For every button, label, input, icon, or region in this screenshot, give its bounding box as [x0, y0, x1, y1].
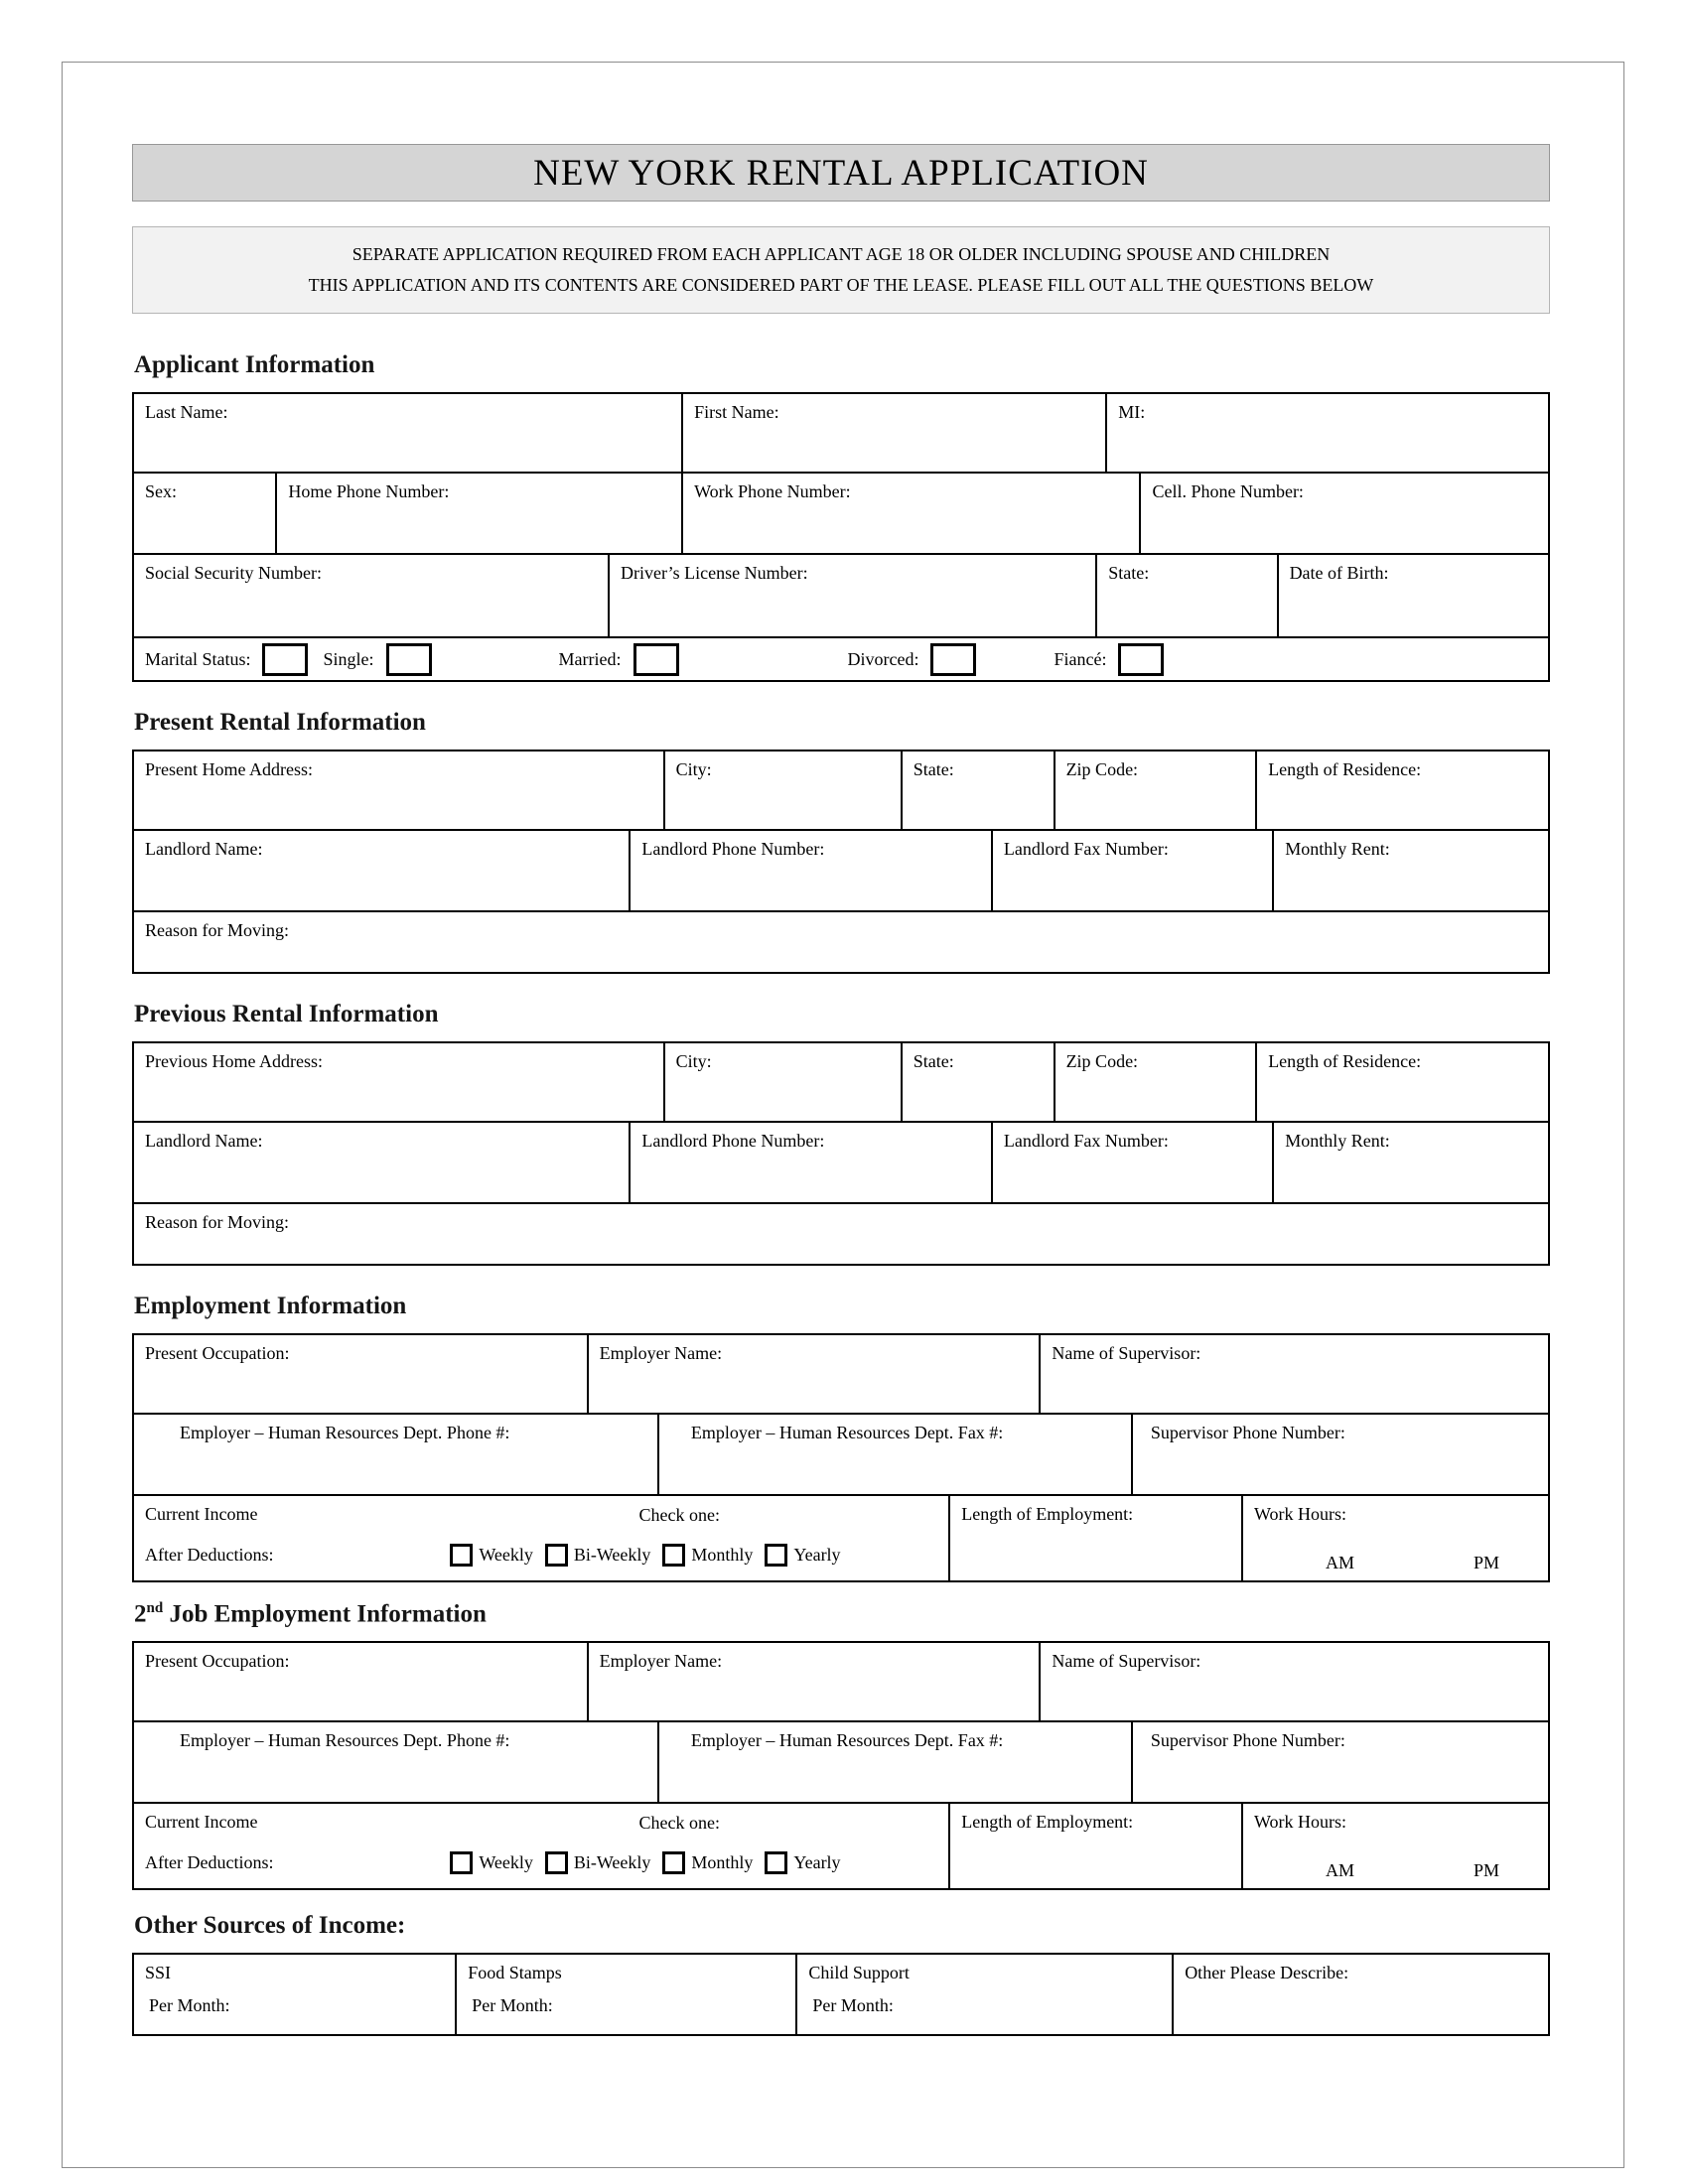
second-job-row-3	[134, 1802, 1548, 1888]
secondjob-weekly-checkbox[interactable]	[450, 1851, 473, 1874]
employment-employer-name-field[interactable]	[587, 1335, 1040, 1413]
present-landlord-name-label: Landlord Name:	[145, 839, 263, 859]
drivers-license-field[interactable]	[608, 555, 1095, 636]
secondjob-current-income-label: Current Income	[145, 1812, 258, 1833]
second-job-heading-rest: Job Employment Information	[163, 1600, 487, 1628]
secondjob-length-field[interactable]	[948, 1804, 1241, 1888]
secondjob-employer-name-label: Employer Name:	[599, 1651, 723, 1672]
employment-yearly-label: Yearly	[793, 1545, 841, 1565]
dob-field[interactable]	[1277, 555, 1548, 636]
second-job-heading-num: 2	[134, 1600, 147, 1628]
present-zip-field[interactable]	[1054, 751, 1256, 829]
section-heading-other-income: Other Sources of Income:	[134, 1912, 406, 1940]
present-rental-row-1	[134, 751, 1548, 829]
ssi-per-month-label: Per Month:	[149, 1995, 230, 2016]
document-page	[62, 62, 1624, 2168]
secondjob-check-one-label: Check one:	[638, 1813, 721, 1834]
employment-monthly-label: Monthly	[691, 1545, 754, 1565]
secondjob-supervisor-label: Name of Supervisor:	[1052, 1651, 1201, 1672]
employment-row-2	[134, 1413, 1548, 1494]
secondjob-biweekly-checkbox[interactable]	[545, 1851, 568, 1874]
secondjob-occupation-field[interactable]	[134, 1643, 587, 1720]
previous-reason-label: Reason for Moving:	[145, 1212, 289, 1232]
present-rental-row-2	[134, 829, 1548, 910]
sex-label: Sex:	[145, 481, 178, 501]
ssn-field[interactable]	[134, 555, 608, 636]
present-landlord-name-field[interactable]	[134, 831, 629, 910]
secondjob-hr-fax-label: Employer – Human Resources Dept. Fax #:	[690, 1730, 1004, 1751]
secondjob-yearly-checkbox[interactable]	[765, 1851, 787, 1874]
food-stamps-per-month-label: Per Month:	[472, 1995, 553, 2016]
employment-am-label: AM	[1325, 1553, 1354, 1572]
present-monthly-rent-field[interactable]	[1272, 831, 1548, 910]
previous-zip-label: Zip Code:	[1065, 1051, 1139, 1071]
ssn-label: Social Security Number:	[145, 563, 322, 583]
previous-rental-table	[132, 1041, 1550, 1266]
food-stamps-field[interactable]	[455, 1955, 795, 2034]
work-phone-field[interactable]	[681, 474, 1139, 553]
other-income-row	[134, 1955, 1548, 2034]
secondjob-biweekly-label: Bi-Weekly	[573, 1852, 651, 1873]
single-checkbox[interactable]	[386, 643, 432, 676]
previous-length-field[interactable]	[1255, 1043, 1548, 1121]
second-job-table	[132, 1641, 1550, 1890]
secondjob-length-label: Length of Employment:	[961, 1812, 1134, 1833]
employment-check-one-label: Check one:	[638, 1505, 721, 1525]
title-bar	[132, 144, 1550, 202]
secondjob-supervisor-field[interactable]	[1039, 1643, 1548, 1720]
present-reason-label: Reason for Moving:	[145, 920, 289, 940]
employment-after-deductions-label: After Deductions:	[145, 1545, 274, 1565]
document-content	[132, 144, 1550, 2036]
employment-supervisor-phone-label: Supervisor Phone Number:	[1150, 1423, 1345, 1442]
page-title: NEW YORK RENTAL APPLICATION	[533, 152, 1149, 194]
previous-reason-field[interactable]	[134, 1204, 1548, 1264]
present-landlord-fax-field[interactable]	[991, 831, 1272, 910]
secondjob-income-field[interactable]	[134, 1804, 948, 1888]
present-length-label: Length of Residence:	[1268, 759, 1422, 779]
employment-pm-label: PM	[1473, 1553, 1499, 1572]
second-job-row-2	[134, 1720, 1548, 1802]
employment-weekly-label: Weekly	[479, 1545, 533, 1565]
secondjob-yearly-label: Yearly	[793, 1852, 841, 1873]
work-phone-label: Work Phone Number:	[694, 481, 851, 501]
state-field[interactable]	[1095, 555, 1276, 636]
employment-supervisor-phone-field[interactable]	[1131, 1415, 1548, 1494]
secondjob-monthly-label: Monthly	[691, 1852, 754, 1873]
present-rental-row-3	[134, 910, 1548, 972]
other-describe-field[interactable]	[1172, 1955, 1548, 2034]
present-city-field[interactable]	[663, 751, 901, 829]
present-city-label: City:	[675, 759, 712, 779]
present-monthly-rent-label: Monthly Rent:	[1285, 839, 1390, 859]
ssi-label: SSI	[145, 1963, 172, 1983]
employment-hr-fax-field[interactable]	[657, 1415, 1131, 1494]
secondjob-hr-phone-field[interactable]	[134, 1722, 657, 1802]
previous-landlord-name-label: Landlord Name:	[145, 1131, 263, 1151]
divorced-checkbox[interactable]	[930, 643, 976, 676]
previous-address-label: Previous Home Address:	[145, 1051, 323, 1071]
divorced-label: Divorced:	[847, 648, 919, 669]
employment-row-1	[134, 1335, 1548, 1413]
applicant-row-1	[134, 394, 1548, 472]
employment-work-hours-field[interactable]	[1241, 1496, 1548, 1580]
employment-hr-phone-label: Employer – Human Resources Dept. Phone #:	[180, 1423, 510, 1442]
previous-landlord-fax-field[interactable]	[991, 1123, 1272, 1202]
notice-line1: SEPARATE APPLICATION REQUIRED FROM EACH APPLICANT AGE 18 OR OLDER INCLUDING SPOUSE AND CHILDREN	[352, 244, 1331, 264]
fiance-checkbox[interactable]	[1118, 643, 1164, 676]
applicant-row-3	[134, 553, 1548, 636]
sex-field[interactable]	[134, 474, 275, 553]
present-state-field[interactable]	[901, 751, 1054, 829]
previous-rental-row-1	[134, 1043, 1548, 1121]
home-phone-field[interactable]	[275, 474, 681, 553]
secondjob-pm-label: PM	[1473, 1860, 1499, 1881]
secondjob-after-deductions-label: After Deductions:	[145, 1852, 274, 1873]
mi-label: MI:	[1118, 402, 1146, 422]
previous-state-label: State:	[913, 1051, 954, 1071]
cell-phone-field[interactable]	[1139, 474, 1548, 553]
present-zip-label: Zip Code:	[1065, 759, 1139, 779]
employment-table	[132, 1333, 1550, 1582]
applicant-row-2	[134, 472, 1548, 553]
section-heading-previous-rental: Previous Rental Information	[134, 1001, 439, 1027]
previous-city-field[interactable]	[663, 1043, 901, 1121]
marital-status-checkbox[interactable]	[262, 643, 308, 676]
married-checkbox[interactable]	[633, 643, 679, 676]
employment-income-field[interactable]	[134, 1496, 948, 1580]
previous-landlord-phone-field[interactable]	[629, 1123, 991, 1202]
food-stamps-label: Food Stamps	[468, 1963, 562, 1983]
notice-box	[132, 226, 1550, 314]
marital-status-row	[134, 636, 1548, 680]
present-rental-table	[132, 750, 1550, 974]
mi-field[interactable]	[1105, 394, 1548, 472]
previous-landlord-fax-label: Landlord Fax Number:	[1003, 1131, 1169, 1151]
previous-rental-row-3	[134, 1202, 1548, 1264]
employment-length-label: Length of Employment:	[961, 1504, 1134, 1524]
employment-occupation-label: Present Occupation:	[145, 1343, 290, 1363]
employment-length-field[interactable]	[948, 1496, 1241, 1580]
previous-rental-row-2	[134, 1121, 1548, 1202]
present-reason-field[interactable]	[134, 912, 1548, 972]
present-length-field[interactable]	[1255, 751, 1548, 829]
child-support-field[interactable]	[795, 1955, 1172, 2034]
section-heading-second-job	[134, 1600, 1550, 1628]
previous-monthly-rent-field[interactable]	[1272, 1123, 1548, 1202]
section-heading-employment: Employment Information	[134, 1293, 407, 1319]
applicant-table	[132, 392, 1550, 682]
present-address-label: Present Home Address:	[145, 759, 313, 779]
secondjob-supervisor-phone-label: Supervisor Phone Number:	[1150, 1730, 1345, 1751]
previous-monthly-rent-label: Monthly Rent:	[1285, 1131, 1390, 1151]
notice-line2: THIS APPLICATION AND ITS CONTENTS ARE CONSIDERED PART OF THE LEASE. PLEASE FILL OUT ALL THE QUESTIONS BELOW	[308, 275, 1374, 295]
cell-phone-label: Cell. Phone Number:	[1152, 481, 1304, 501]
home-phone-label: Home Phone Number:	[288, 481, 450, 501]
last-name-field[interactable]	[134, 394, 681, 472]
employment-supervisor-label: Name of Supervisor:	[1052, 1343, 1201, 1363]
second-job-row-1	[134, 1643, 1548, 1720]
previous-city-label: City:	[675, 1051, 712, 1071]
employment-hr-fax-label: Employer – Human Resources Dept. Fax #:	[690, 1423, 1004, 1442]
employment-occupation-field[interactable]	[134, 1335, 587, 1413]
present-landlord-phone-field[interactable]	[629, 831, 991, 910]
employment-biweekly-label: Bi-Weekly	[573, 1545, 651, 1565]
secondjob-employer-name-field[interactable]	[587, 1643, 1040, 1720]
child-support-label: Child Support	[808, 1963, 910, 1983]
section-heading-applicant: Applicant Information	[134, 351, 375, 378]
secondjob-monthly-checkbox[interactable]	[662, 1851, 685, 1874]
previous-zip-field[interactable]	[1054, 1043, 1256, 1121]
previous-state-field[interactable]	[901, 1043, 1054, 1121]
last-name-label: Last Name:	[145, 402, 228, 422]
previous-address-field[interactable]	[134, 1043, 663, 1121]
employment-row-3	[134, 1494, 1548, 1580]
employment-current-income-label: Current Income	[145, 1504, 258, 1524]
secondjob-hr-fax-field[interactable]	[657, 1722, 1131, 1802]
other-describe-label: Other Please Describe:	[1185, 1963, 1349, 1983]
first-name-label: First Name:	[694, 402, 779, 422]
employment-hr-phone-field[interactable]	[134, 1415, 657, 1494]
present-address-field[interactable]	[134, 751, 663, 829]
secondjob-am-label: AM	[1325, 1860, 1354, 1881]
section-heading-present-rental: Present Rental Information	[134, 709, 426, 736]
present-landlord-phone-label: Landlord Phone Number:	[641, 839, 825, 859]
child-support-per-month-label: Per Month:	[812, 1995, 894, 2016]
dob-label: Date of Birth:	[1289, 563, 1389, 583]
secondjob-supervisor-phone-field[interactable]	[1131, 1722, 1548, 1802]
secondjob-occupation-label: Present Occupation:	[145, 1651, 290, 1672]
secondjob-weekly-label: Weekly	[479, 1852, 533, 1873]
employment-yearly-checkbox[interactable]	[765, 1544, 787, 1567]
other-income-table	[132, 1953, 1550, 2036]
state-label: State:	[1108, 563, 1150, 583]
drivers-license-label: Driver’s License Number:	[621, 563, 808, 583]
employment-weekly-checkbox[interactable]	[450, 1544, 473, 1567]
previous-landlord-name-field[interactable]	[134, 1123, 629, 1202]
first-name-field[interactable]	[681, 394, 1105, 472]
employment-work-hours-label: Work Hours:	[1253, 1504, 1347, 1524]
employment-employer-name-label: Employer Name:	[599, 1343, 723, 1363]
employment-supervisor-field[interactable]	[1039, 1335, 1548, 1413]
marital-status-label: Marital Status:	[145, 648, 251, 669]
second-job-heading-sup: nd	[146, 1600, 164, 1616]
married-label: Married:	[558, 648, 622, 669]
present-state-label: State:	[913, 759, 954, 779]
secondjob-work-hours-label: Work Hours:	[1253, 1812, 1347, 1833]
employment-biweekly-checkbox[interactable]	[545, 1544, 568, 1567]
single-label: Single:	[323, 648, 374, 669]
secondjob-work-hours-field[interactable]	[1241, 1804, 1548, 1888]
employment-monthly-checkbox[interactable]	[662, 1544, 685, 1567]
secondjob-hr-phone-label: Employer – Human Resources Dept. Phone #:	[180, 1730, 510, 1751]
fiance-label: Fiancé:	[1054, 648, 1107, 669]
present-landlord-fax-label: Landlord Fax Number:	[1003, 839, 1169, 859]
previous-length-label: Length of Residence:	[1268, 1051, 1422, 1071]
previous-landlord-phone-label: Landlord Phone Number:	[641, 1131, 825, 1151]
ssi-field[interactable]	[134, 1955, 455, 2034]
